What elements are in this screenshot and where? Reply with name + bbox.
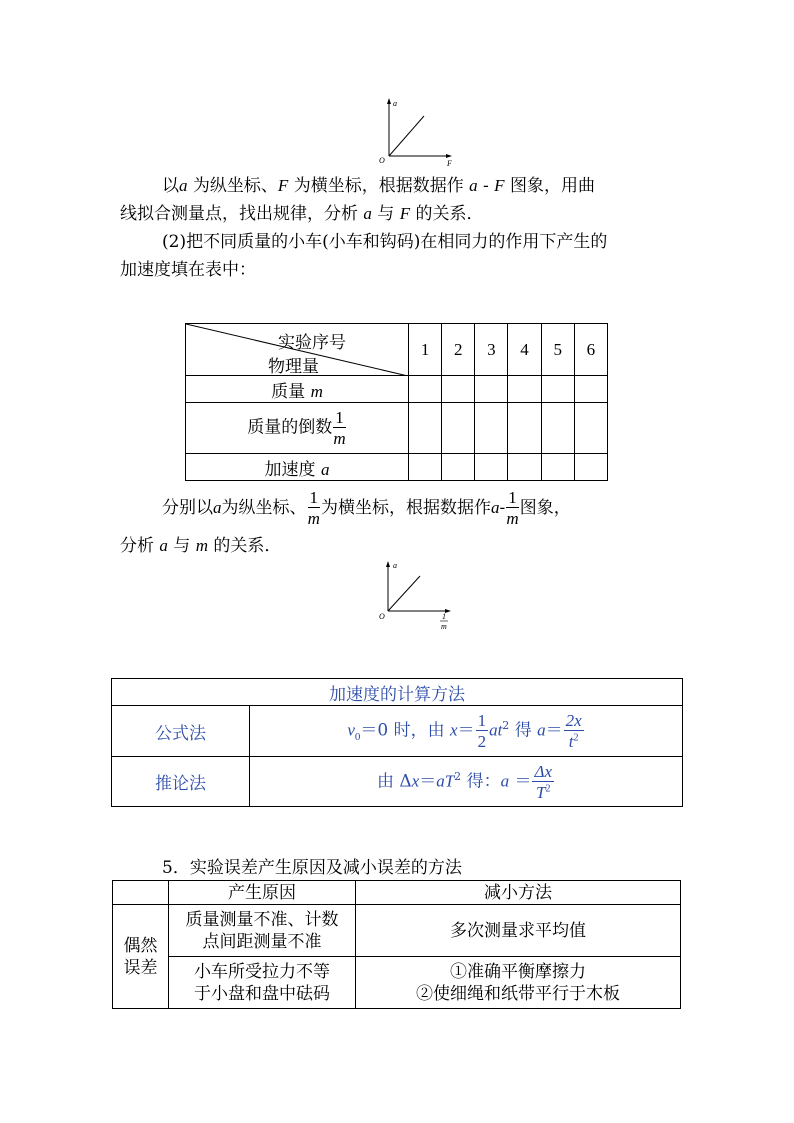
method-formula-content (250, 706, 683, 757)
fraction-2x-over-t2 (564, 712, 584, 750)
text: 的关系． (208, 536, 282, 556)
text: 得： (461, 771, 501, 791)
group-label-line2: 误差 (123, 957, 158, 978)
cause-line2: 于小盘和盘中砝码 (194, 983, 330, 1004)
cell (574, 376, 607, 403)
denominator: 2 (477, 732, 487, 751)
label: 质量 (271, 381, 311, 402)
col-header-cause: 产生原因 (169, 881, 356, 905)
text: 为纵坐标、 (221, 498, 307, 518)
text: ＝0 时，由 (360, 720, 451, 741)
numerator: 1 (508, 488, 517, 507)
var-a: a (159, 536, 168, 555)
graph-a-vs-f-svg (375, 96, 465, 168)
fraction-dx-over-t2 (532, 763, 554, 801)
text: ＝ (419, 771, 437, 791)
cell (541, 454, 574, 481)
acceleration-method-table (111, 678, 683, 807)
y-axis-arrow (386, 561, 390, 567)
fraction-1-over-m (506, 489, 519, 527)
cell (508, 403, 541, 454)
row-label-inverse-mass (186, 403, 409, 454)
cell (475, 403, 508, 454)
y-axis-label: a (393, 561, 397, 570)
text: - (499, 498, 506, 518)
text: 分别以 (162, 498, 213, 518)
cell (442, 403, 475, 454)
method-cell: 多次测量求平均值 (356, 905, 681, 957)
var-a: a (213, 498, 222, 517)
col-header-4: 4 (508, 324, 541, 376)
fraction-1-over-m (333, 409, 346, 447)
cell (508, 376, 541, 403)
cause-line2: 点间距测量不准 (202, 931, 322, 952)
text: 分析 (120, 536, 160, 556)
section-5-heading: 5．实验误差产生原因及减小误差的方法 (162, 858, 462, 878)
col-header-6: 6 (574, 324, 607, 376)
var-a: a (469, 176, 478, 195)
numerator: 2x (565, 711, 582, 730)
origin-label: O (379, 156, 385, 165)
superscript: 2 (454, 769, 462, 783)
table-header-row (113, 881, 681, 905)
var-a: a (320, 459, 330, 479)
denominator: T (536, 782, 546, 802)
denominator: m (506, 509, 519, 528)
var-a: a (500, 771, 510, 790)
col-header-1: 1 (409, 324, 442, 376)
proportional-line (388, 576, 420, 611)
table-title: 加速度的计算方法 (112, 679, 683, 706)
table-row (186, 376, 608, 403)
group-label-line1: 偶然 (123, 935, 158, 956)
cause-cell (169, 957, 356, 1009)
header-top-label: 实验序号 (278, 333, 346, 353)
table-row (186, 403, 608, 454)
para2-line2: 加速度填在表中： (120, 260, 256, 280)
fraction-half (476, 712, 489, 750)
paragraph-1 (120, 172, 595, 228)
graph-a-vs-inverse-m-svg (374, 558, 464, 634)
var-f: F (277, 176, 289, 195)
cell (475, 454, 508, 481)
text: 线拟合测量点，找出规律，分析 (120, 204, 364, 224)
label: 质量的倒数 (247, 417, 333, 438)
corner-cell (113, 881, 169, 905)
text: 图象，用曲 (504, 176, 595, 196)
graph-a-vs-inverse-m (374, 558, 464, 634)
table-row (113, 957, 681, 1009)
denominator: m (333, 429, 346, 448)
paragraph-2 (120, 228, 607, 284)
var-x: x (411, 771, 420, 790)
text: 与 (371, 204, 400, 224)
para2-line1: (2)把不同质量的小车(小车和钩码)在相同力的作用下产生的 (162, 232, 608, 252)
graph-a-vs-f (375, 96, 465, 168)
denominator: m (307, 509, 320, 528)
col-header-3: 3 (475, 324, 508, 376)
cell (409, 403, 442, 454)
denominator: t (568, 732, 574, 751)
cell (574, 403, 607, 454)
var-x: x (450, 720, 458, 740)
numerator: 1 (477, 711, 487, 730)
col-header-2: 2 (442, 324, 475, 376)
var-aT: aT (436, 771, 455, 790)
cell (508, 454, 541, 481)
text: 由 Δ (376, 771, 412, 791)
cell (409, 454, 442, 481)
cell (541, 376, 574, 403)
row-label-mass (186, 376, 409, 403)
text: ＝ (545, 720, 563, 741)
superscript: 2 (502, 718, 510, 732)
cause-line1: 小车所受拉力不等 (194, 961, 330, 982)
paragraph-3 (120, 486, 571, 560)
diagonal-header-cell (186, 324, 409, 376)
y-axis-label: a (393, 99, 397, 108)
y-axis-arrow (387, 98, 391, 104)
col-header-5: 5 (541, 324, 574, 376)
header-bottom-label: 物理量 (268, 357, 319, 377)
cell (574, 454, 607, 481)
table-title-row (112, 679, 683, 706)
text: 为横坐标，根据数据作 (321, 498, 491, 518)
cell (475, 376, 508, 403)
text: 以 (162, 176, 179, 196)
error-table (112, 880, 681, 1009)
data-table (185, 323, 608, 481)
x-axis-label: F (447, 159, 452, 168)
proportional-line (389, 116, 424, 156)
col-header-method: 减小方法 (356, 881, 681, 905)
x-axis-label-den: m (441, 622, 447, 631)
cell (442, 376, 475, 403)
text: ＝ (509, 771, 532, 791)
var-f: F (494, 176, 505, 195)
text: 为横坐标，根据数据作 (288, 176, 470, 196)
method-inference-label: 推论法 (112, 757, 250, 807)
var-m: m (310, 381, 323, 401)
row-label-acceleration (186, 454, 409, 481)
group-label-random-error (113, 905, 169, 1009)
table-row (186, 454, 608, 481)
numerator: 1 (335, 408, 344, 427)
cell (409, 376, 442, 403)
method-line2: ②使细绳和纸带平行于木板 (416, 983, 620, 1004)
var-a: a (537, 720, 546, 740)
text: 得 (509, 720, 538, 741)
var-a: a (179, 176, 188, 195)
cause-cell (169, 905, 356, 957)
superscript: 2 (573, 732, 579, 744)
text: 的关系． (410, 204, 484, 224)
cell (442, 454, 475, 481)
var-f: F (399, 204, 411, 223)
var-m: m (195, 536, 208, 555)
table-row (112, 757, 683, 807)
text: 与 (167, 536, 196, 556)
label: 加速度 (264, 459, 321, 480)
method-formula-label: 公式法 (112, 706, 250, 757)
var-v: v (347, 720, 355, 740)
text: 为纵坐标、 (187, 176, 278, 196)
text: ＝ (457, 720, 475, 741)
numerator: 1 (309, 488, 318, 507)
cause-line1: 质量测量不准、计数 (185, 909, 339, 930)
superscript: 2 (545, 782, 551, 794)
text: - (477, 176, 495, 196)
table-row (112, 706, 683, 757)
origin-label: O (379, 612, 385, 621)
fraction-1-over-m (308, 489, 321, 527)
numerator: Δx (534, 761, 553, 781)
method-inference-content (250, 757, 683, 807)
var-at: at (489, 720, 503, 740)
method-cell (356, 957, 681, 1009)
var-a: a (363, 204, 372, 223)
subscript: 0 (354, 730, 361, 743)
table-row (113, 905, 681, 957)
var-a: a (491, 498, 500, 517)
cell (541, 403, 574, 454)
table-header-row (186, 324, 608, 376)
method-line1: ①准确平衡摩擦力 (450, 961, 586, 982)
x-axis-arrow (446, 154, 452, 158)
text: 图象， (519, 498, 571, 518)
x-axis-label-num: 1 (442, 612, 446, 621)
